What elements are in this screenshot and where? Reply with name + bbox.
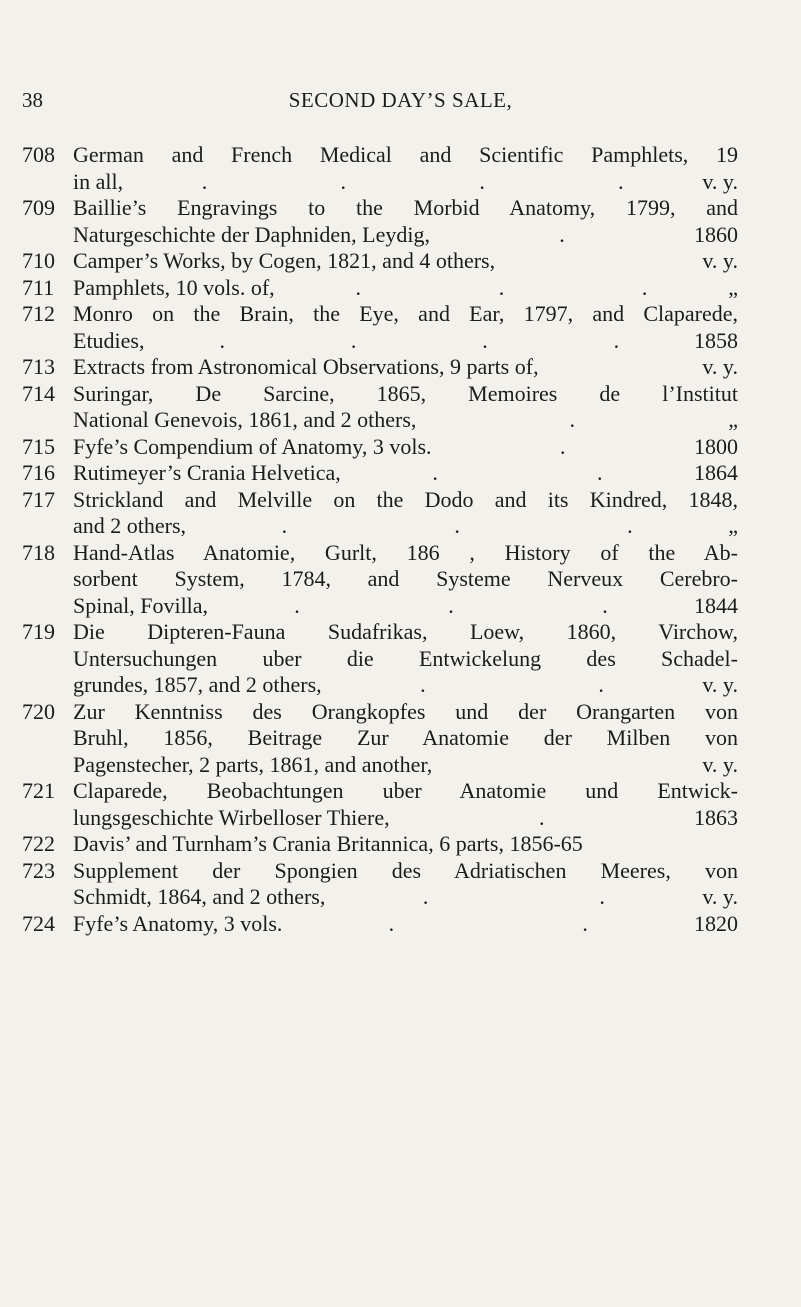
entry-final-line: [73, 248, 738, 275]
entry-date-or-note: 1863: [694, 804, 738, 830]
catalogue-entries: [22, 142, 738, 937]
entry-final-line: [73, 328, 738, 355]
catalogue-entry: [22, 142, 738, 195]
entry-line: Hand-Atlas Anatomie, Gurlt, 186 , History of the Ab-: [73, 539, 738, 565]
entry-final-line: [73, 460, 738, 487]
entry-text: Fyfe’s Compendium of Anatomy, 3 vols.: [73, 433, 432, 459]
entry-final-line: [73, 222, 738, 249]
lot-number: 716: [22, 460, 55, 485]
entry-final-line: [73, 275, 738, 302]
entry-final-line: [73, 831, 738, 858]
entry-text: Camper’s Works, by Cogen, 1821, and 4 others,: [73, 248, 496, 273]
leader-dots: [416, 407, 728, 434]
lot-number: 719: [22, 619, 55, 644]
lot-number: 723: [22, 857, 55, 883]
catalogue-entry: [22, 911, 738, 938]
leader-dots: [390, 805, 694, 832]
lot-number: 713: [22, 354, 55, 379]
entry-line: Bruhl, 1856, Beitrage Zur Anatomie der Milben von: [73, 725, 738, 750]
leader-dot: .: [569, 407, 576, 432]
leader-dot: .: [641, 274, 648, 300]
entry-date-or-note: 1844: [694, 592, 738, 618]
leader-dot: .: [340, 168, 347, 194]
entry-line: Die Dipteren-Fauna Sudafrikas, Loew, 1860, Virchow,: [73, 619, 738, 644]
entry-text: lungsgeschichte Wirbelloser Thiere,: [73, 804, 390, 830]
lot-number: 715: [22, 433, 55, 459]
leader-dot: .: [596, 460, 603, 485]
catalogue-entry: [22, 460, 738, 487]
entry-text: Naturgeschichte der Daphniden, Leydig,: [73, 221, 430, 247]
leader-dots: [186, 513, 728, 540]
entry-text: Davis’ and Turnham’s Crania Britannica, 6 parts, 1856-65: [73, 831, 583, 856]
entry-date-or-note: 1858: [694, 327, 738, 353]
leader-dot: .: [350, 327, 357, 353]
entry-date-or-note: v. y.: [702, 751, 738, 777]
entry-final-line: [73, 752, 738, 779]
leader-dot: .: [355, 274, 362, 300]
entry-date-or-note: 1864: [694, 460, 738, 485]
leader-dot: .: [613, 327, 620, 353]
catalogue-entry: [22, 248, 738, 275]
lot-number: 721: [22, 778, 55, 803]
leader-dot: .: [560, 433, 566, 459]
leader-dot: .: [539, 804, 545, 830]
entry-line: Suringar, De Sarcine, 1865, Memoires de l’Institut: [73, 380, 738, 406]
leader-dots: [341, 460, 694, 487]
leader-dot: .: [219, 327, 225, 353]
lot-number: 720: [22, 698, 55, 724]
leader-dots: [322, 672, 703, 699]
leader-dots: [208, 593, 694, 620]
entry-text: Pagenstecher, 2 parts, 1861, and another,: [73, 751, 433, 777]
leader-dot: .: [498, 274, 505, 300]
entry-text: National Genevois, 1861, and 2 others,: [73, 407, 417, 432]
entry-line: Zur Kenntniss des Orangkopfes und der Orangarten von: [73, 698, 738, 724]
leader-dot: .: [281, 513, 288, 538]
entry-text: Pamphlets, 10 vols. of,: [73, 274, 275, 300]
lot-number: 718: [22, 539, 55, 565]
entry-final-line: [73, 169, 738, 196]
leader-dots: [282, 911, 694, 938]
entry-line: Strickland and Melville on the Dodo and its Kindred, 1848,: [73, 486, 738, 512]
leader-dot: .: [294, 592, 300, 618]
leader-dot: .: [582, 910, 588, 936]
entry-text: in all,: [73, 168, 124, 194]
leader-dot: .: [618, 168, 624, 194]
leader-dot: .: [432, 460, 438, 485]
leader-dot: .: [422, 884, 429, 909]
leader-dot: .: [448, 592, 454, 618]
catalogue-entry: [22, 275, 738, 302]
entry-line: sorbent System, 1784, and Systeme Nerveux Cerebro-: [73, 566, 738, 591]
entry-date-or-note: „: [728, 513, 738, 538]
lot-number: 708: [22, 142, 55, 167]
catalogue-entry: [22, 619, 738, 699]
catalogue-entry: [22, 381, 738, 434]
leader-dots: [495, 248, 702, 275]
entry-date-or-note: v. y.: [702, 248, 738, 273]
catalogue-entry: [22, 487, 738, 540]
entry-date-or-note: 1820: [694, 910, 738, 936]
entry-line: Baillie’s Engravings to the Morbid Anatomy, 1799, and: [73, 195, 738, 220]
entry-final-line: [73, 805, 738, 832]
catalogue-entry: [22, 778, 738, 831]
entry-date-or-note: „: [728, 407, 738, 432]
leader-dots: [432, 752, 702, 779]
leader-dots: [275, 275, 729, 302]
entry-text: Schmidt, 1864, and 2 others,: [73, 884, 326, 909]
lot-number: 724: [22, 910, 55, 936]
catalogue-entry: [22, 831, 738, 858]
lot-number: 709: [22, 195, 55, 220]
entry-final-line: [73, 593, 738, 620]
entry-text: Spinal, Fovilla,: [73, 592, 209, 618]
leader-dot: .: [482, 327, 488, 353]
entry-final-line: [73, 513, 738, 540]
leader-dot: .: [598, 672, 604, 697]
entry-line: Untersuchungen uber die Entwickelung des Schadel-: [73, 645, 738, 671]
lot-number: 710: [22, 248, 55, 273]
entry-text: Fyfe’s Anatomy, 3 vols.: [73, 910, 283, 936]
lot-number: 722: [22, 831, 55, 856]
entry-line: Supplement der Spongien des Adriatischen Meeres, von: [73, 857, 738, 883]
entry-date-or-note: v. y.: [702, 354, 738, 379]
lot-number: 712: [22, 301, 55, 326]
entry-final-line: [73, 884, 738, 911]
entry-text: Etudies,: [73, 327, 145, 353]
leader-dots: [432, 434, 694, 461]
entry-line: Claparede, Beobachtungen uber Anatomie und Entwick-: [73, 778, 738, 803]
leader-dots: [325, 884, 702, 911]
entry-text: Rutimeyer’s Crania Helvetica,: [73, 460, 341, 485]
entry-final-line: [73, 407, 738, 434]
catalogue-entry: [22, 434, 738, 461]
leader-dots: [145, 328, 695, 355]
entry-final-line: [73, 354, 738, 381]
entry-date-or-note: v. y.: [702, 884, 738, 909]
entry-date-or-note: „: [728, 274, 738, 300]
lot-number: 714: [22, 380, 55, 406]
catalogue-entry: [22, 858, 738, 911]
entry-date-or-note: 1800: [694, 433, 738, 459]
catalogue-entry: [22, 354, 738, 381]
page-number: 38: [22, 88, 43, 112]
leader-dot: .: [627, 513, 633, 538]
entry-final-line: [73, 911, 738, 938]
leader-dots: [583, 831, 738, 858]
leader-dot: .: [559, 221, 565, 247]
leader-dot: .: [454, 513, 460, 538]
entry-date-or-note: v. y.: [702, 672, 738, 697]
entry-final-line: [73, 434, 738, 461]
leader-dot: .: [602, 592, 608, 618]
catalogue-entry: [22, 195, 738, 248]
entry-date-or-note: 1860: [694, 221, 738, 247]
catalogue-entry: [22, 301, 738, 354]
entry-line: German and French Medical and Scientific Pamphlets, 19: [73, 142, 738, 167]
entry-text: Extracts from Astronomical Observations, 9 parts of,: [73, 354, 539, 379]
running-head: SECOND DAY’S SALE,: [288, 88, 513, 112]
leader-dot: .: [599, 884, 605, 909]
lot-number: 711: [22, 274, 55, 300]
page-header: [0, 88, 801, 118]
catalogue-entry: [22, 540, 738, 620]
leader-dots: [123, 169, 702, 196]
leader-dots: [430, 222, 694, 249]
entry-final-line: [73, 672, 738, 699]
leader-dot: .: [201, 168, 208, 194]
entry-text: grundes, 1857, and 2 others,: [73, 672, 322, 697]
entry-text: and 2 others,: [73, 513, 187, 538]
leader-dot: .: [479, 168, 485, 194]
catalogue-entry: [22, 699, 738, 779]
leader-dot: .: [388, 910, 395, 936]
entry-date-or-note: v. y.: [702, 168, 738, 194]
leader-dots: [539, 354, 703, 381]
lot-number: 717: [22, 486, 55, 512]
entry-line: Monro on the Brain, the Eye, and Ear, 1797, and Claparede,: [73, 301, 738, 326]
leader-dot: .: [420, 672, 426, 697]
